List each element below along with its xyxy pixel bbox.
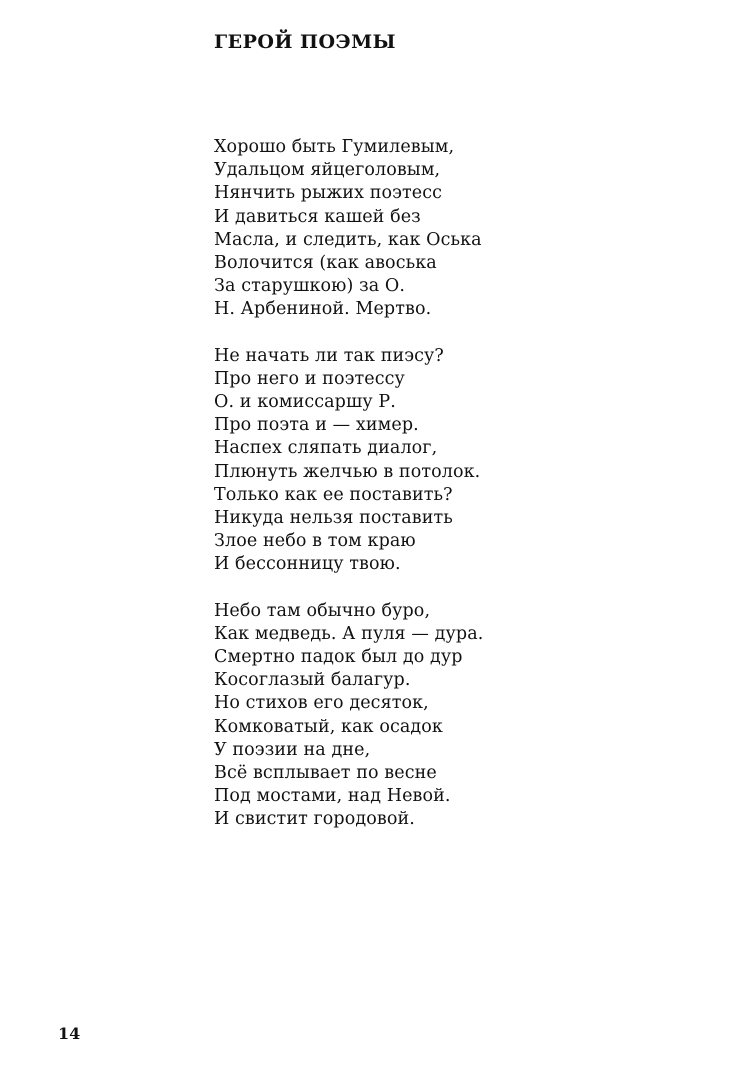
poem-line: Масла, и следить, как Оська: [214, 229, 482, 250]
poem-line: Про него и поэтессу: [214, 368, 405, 389]
poem-line: Как медведь. А пуля — дура.: [214, 623, 484, 644]
poem-body: [214, 136, 694, 855]
poem-line: Смертно падок был до дур: [214, 647, 463, 668]
poem-line: О. и комиссаршу Р.: [214, 392, 396, 413]
poem-line: Нянчить рыжих поэтесс: [214, 183, 443, 204]
poem-line: Комковатый, как осадок: [214, 716, 443, 737]
poem-line: Наспех сляпать диалог,: [214, 438, 438, 459]
poem-line: И свистит городовой.: [214, 809, 415, 830]
poem-line: Злое небо в том краю: [214, 531, 416, 552]
poem-line: У поэзии на дне,: [214, 739, 371, 760]
page-number: 14: [58, 1024, 81, 1043]
poem-line: Никуда нельзя поставить: [214, 508, 453, 529]
poem-line: За старушкою) за О.: [214, 276, 406, 297]
poem-line: Хорошо быть Гумилевым,: [214, 137, 455, 157]
poem-line: Удальцом яйцеголовым,: [214, 160, 441, 181]
poem-line: Всё всплывает по весне: [214, 763, 437, 784]
poem-line: И бессонницу твою.: [214, 554, 401, 575]
poem-line: Но стихов его десяток,: [214, 693, 429, 714]
poem-line: Небо там обычно буро,: [214, 600, 431, 621]
poem-line: Плюнуть желчью в потолок.: [214, 461, 481, 482]
poem-line: И давиться кашей без: [214, 206, 421, 227]
poem-line: Не начать ли так пиэсу?: [214, 345, 444, 366]
poem-line: Про поэта и — химер.: [214, 415, 419, 436]
poem-line: Под мостами, над Невой.: [214, 786, 451, 807]
poem-line: Н. Арбениной. Мертво.: [214, 299, 432, 320]
stanza-1: [214, 136, 694, 322]
poem-line: Косоглазый балагур.: [214, 670, 411, 691]
stanza-2: [214, 345, 694, 577]
poem-title: ГЕРОЙ ПОЭМЫ: [214, 31, 396, 53]
poem-line: Волочится (как авоська: [214, 253, 437, 274]
stanza-3: [214, 600, 694, 832]
poem-line: Только как ее поставить?: [214, 484, 453, 505]
